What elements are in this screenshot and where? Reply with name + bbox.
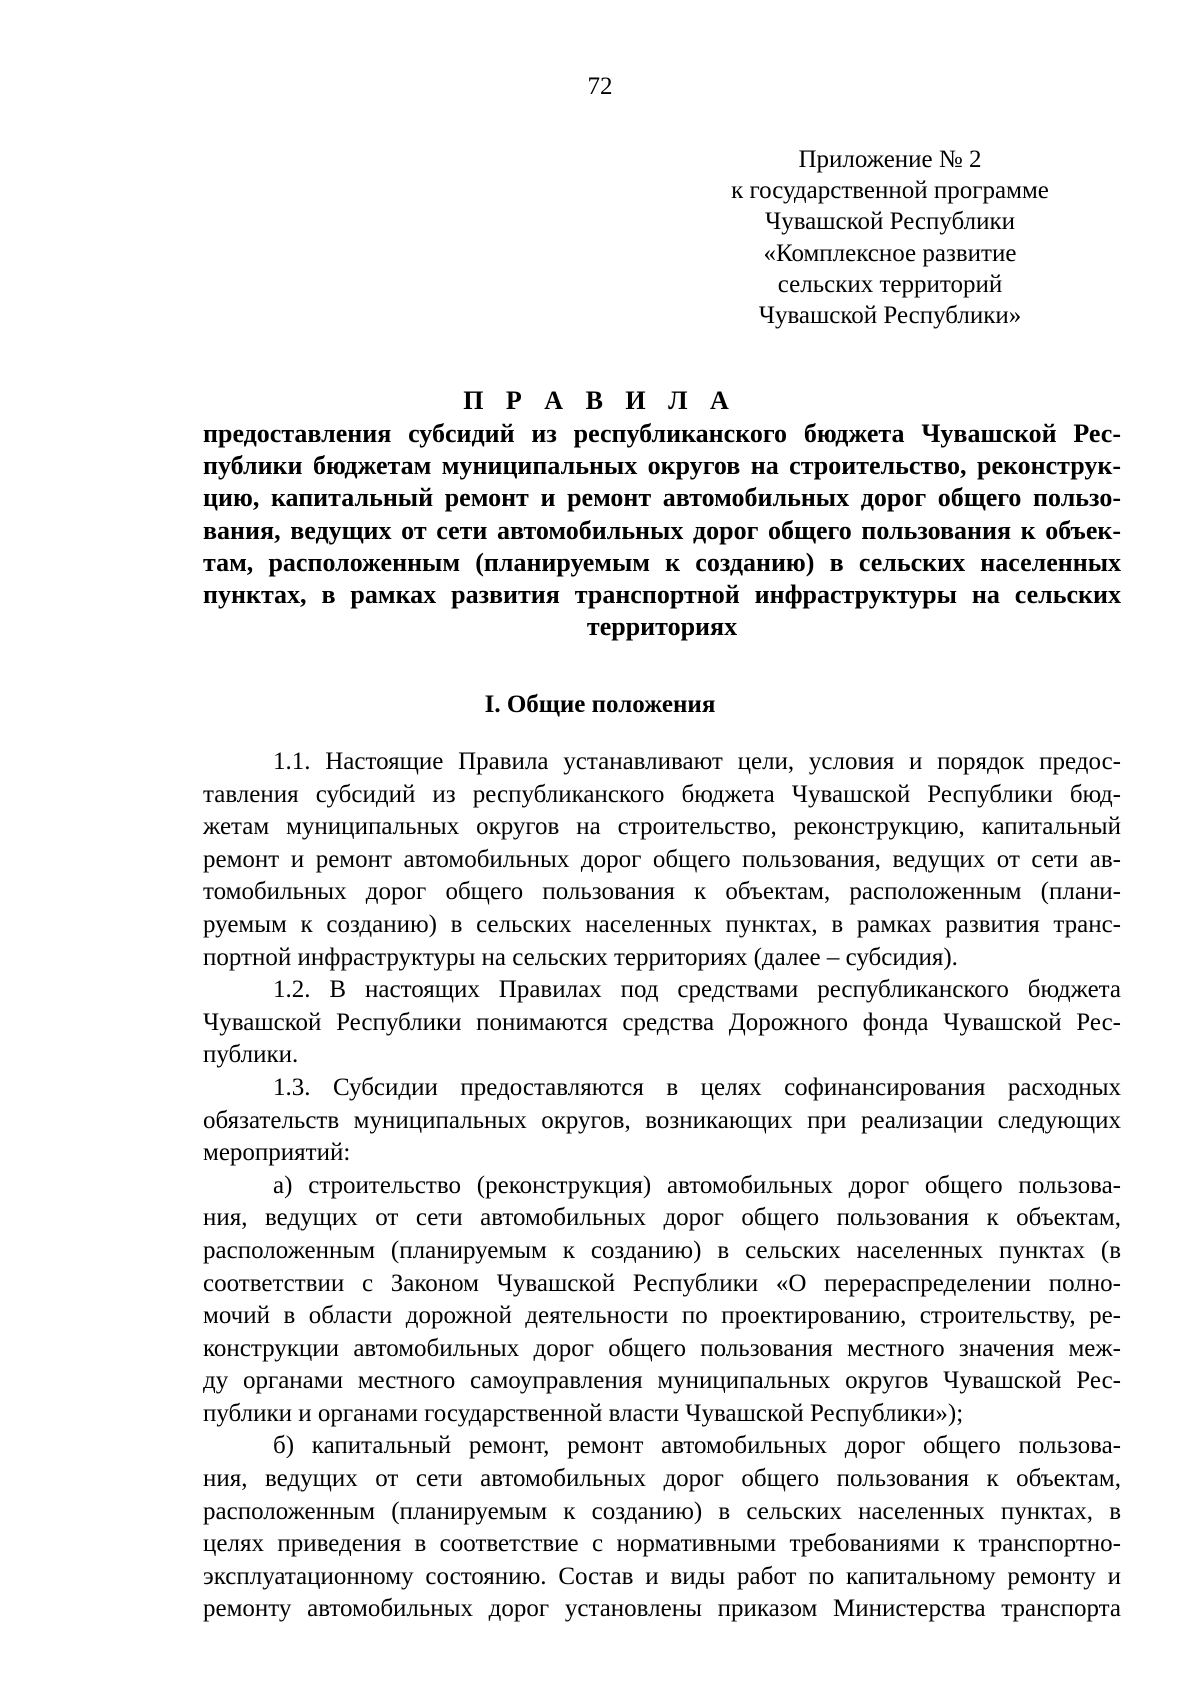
appendix-block <box>700 144 1080 331</box>
subtitle-line: территориях <box>586 612 738 642</box>
paragraph-line: ния, ведущих от сети автомобильных дорог общего пользования к объектам, <box>203 1465 1121 1493</box>
page-number: 72 <box>587 73 613 100</box>
paragraph-line: ремонт и ремонт автомобильных дорог общего пользования, ведущих от сети ав- <box>203 845 1121 873</box>
subtitle-line: публики бюджетам муниципальных округов на строительство, реконструк- <box>203 451 1121 481</box>
paragraph-line: ремонту автомобильных дорог установлены приказом Министерства транспорта <box>203 1595 1121 1623</box>
paragraph-line: руемым к созданию) в сельских населенных пунктах, в рамках развития транс- <box>203 910 1121 938</box>
paragraph-line: 1.2. В настоящих Правилах под средствами республиканского бюджета <box>273 976 1121 1004</box>
subtitle-line: цию, капитальный ремонт и ремонт автомобильных дорог общего пользо- <box>203 483 1121 513</box>
document-subtitle <box>203 418 1121 643</box>
appendix-line: Приложение № 2 <box>798 146 982 173</box>
paragraph-line: жетам муниципальных округов на строительство, реконструкцию, капитальный <box>203 813 1121 841</box>
paragraph-line: тавления субсидий из республиканского бюджета Чувашской Республики бюд- <box>203 780 1121 808</box>
paragraph-line: обязательств муниципальных округов, возникающих при реализации следующих <box>203 1106 1121 1134</box>
paragraph-line: портной инфраструктуры на сельских территориях (далее – субсидия). <box>203 943 958 971</box>
paragraph-line: б) капитальный ремонт, ремонт автомобильных дорог общего пользова- <box>273 1432 1121 1460</box>
paragraph-line: мероприятий: <box>203 1139 351 1167</box>
appendix-line: к государственной программе <box>731 177 1049 205</box>
paragraph-line: целях приведения в соответствие с нормативными требованиями к транспортно- <box>203 1530 1121 1558</box>
subtitle-line: предоставления субсидий из республиканского бюджета Чувашской Рес- <box>203 419 1121 448</box>
paragraph-line: конструкции автомобильных дорог общего пользования местного значения меж- <box>203 1334 1121 1362</box>
paragraph-line: публики. <box>203 1041 299 1069</box>
paragraph-line: томобильных дорог общего пользования к объектам, расположенным (плани- <box>203 878 1121 906</box>
paragraph-line: а) строительство (реконструкция) автомобильных дорог общего пользова- <box>273 1171 1121 1199</box>
paragraph-line: Чувашской Республики понимаются средства Дорожного фонда Чувашской Рес- <box>203 1008 1121 1036</box>
paragraph-line: эксплуатационному состоянию. Состав и виды работ по капитальному ремонту и <box>203 1562 1121 1590</box>
body-text <box>203 746 1121 1626</box>
document-title: П Р А В И Л А <box>463 386 737 415</box>
paragraph-line: ду органами местного самоуправления муниципальных округов Чувашской Рес- <box>203 1367 1121 1395</box>
paragraph-line: расположенным (планируемым к созданию) в сельских населенных пунктах, в <box>203 1497 1121 1525</box>
paragraph-line: соответствии с Законом Чувашской Республики «О перераспределении полно- <box>203 1269 1121 1297</box>
paragraph-line: расположенным (планируемым к созданию) в сельских населенных пунктах (в <box>203 1236 1121 1264</box>
appendix-line: сельских территорий <box>777 270 1003 298</box>
paragraph-line: мочий в области дорожной деятельности по проектированию, строительству, ре- <box>203 1302 1121 1330</box>
subtitle-line: пунктах, в рамках развития транспортной инфраструктуры на сельских <box>203 579 1121 609</box>
paragraph-line: 1.1. Настоящие Правила устанавливают цели, условия и порядок предос- <box>273 748 1121 775</box>
paragraph-line: публики и органами государственной власти Чувашской Республики»); <box>203 1399 964 1427</box>
subtitle-line: вания, ведущих от сети автомобильных дорог общего пользования к объек- <box>203 515 1121 545</box>
appendix-line: Чувашской Республики» <box>758 302 1022 330</box>
paragraph-line: ния, ведущих от сети автомобильных дорог общего пользования к объектам, <box>203 1204 1121 1232</box>
appendix-line: «Комплексное развитие <box>763 239 1017 267</box>
appendix-line: Чувашской Республики <box>764 208 1016 236</box>
paragraph-line: 1.3. Субсидии предоставляются в целях софинансирования расходных <box>273 1073 1121 1101</box>
subtitle-line: там, расположенным (планируемым к созданию) в сельских населенных <box>203 547 1121 577</box>
section-heading: I. Общие положения <box>484 691 716 718</box>
